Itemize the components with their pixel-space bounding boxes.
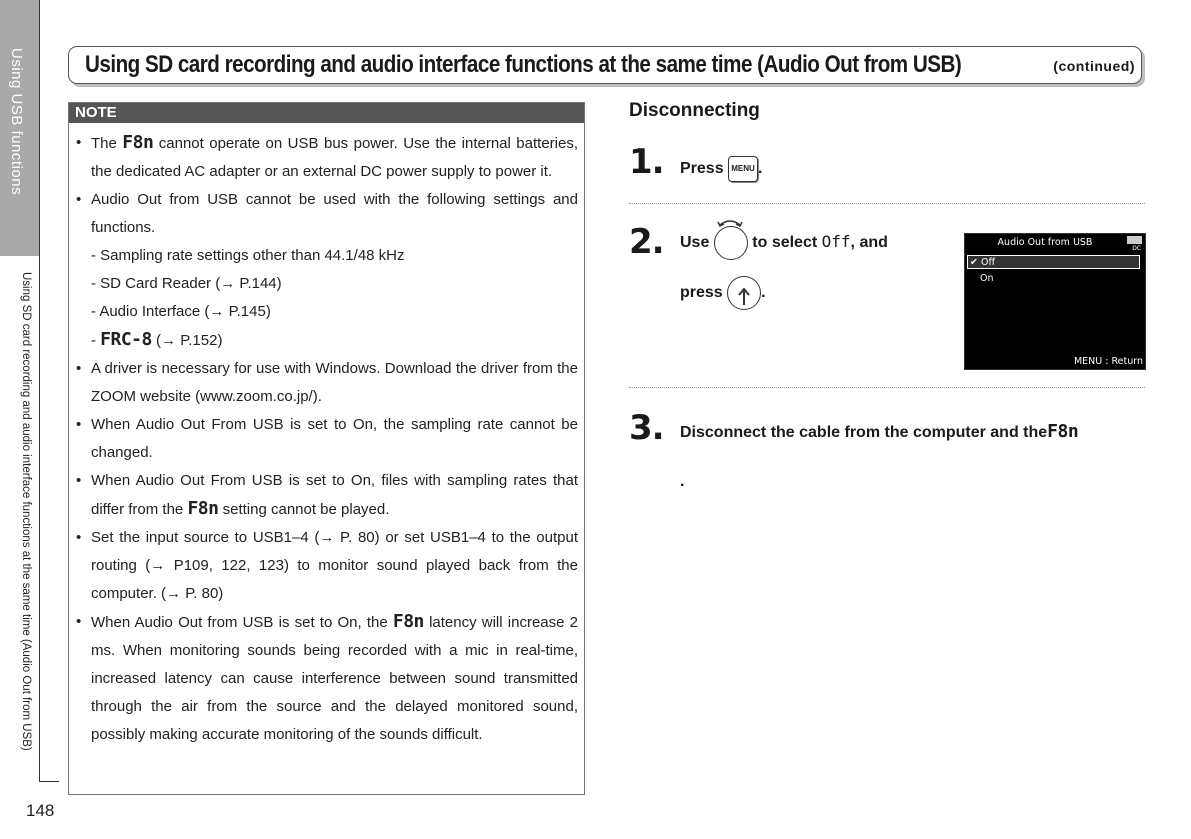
bullet: • xyxy=(76,613,82,630)
note-text: latency will increase 2 ms. When monitoring sounds being recorded with a mic in real-time, increased latency can cause interference between sound transmitted through the air from the source and the delayed monitored sound, possibly making accurate monitoring of the sounds difficult. xyxy=(91,614,578,743)
step-divider xyxy=(629,203,1145,204)
battery-icon xyxy=(1127,236,1142,244)
step-text-disconnect: Disconnect the cable from the computer and the xyxy=(680,424,1048,441)
lcd-value-off: Off xyxy=(821,232,851,252)
side-rule xyxy=(39,0,40,782)
page-title: Using SD card recording and audio interface functions at the same time (Audio Out from USB) xyxy=(85,51,962,78)
rotate-dial-icon xyxy=(714,226,748,260)
running-head: Using SD card recording and audio interface functions at the same time (Audio Out from USB) xyxy=(20,272,32,751)
note-sub-item: - SD Card Reader (→ P.144) xyxy=(91,275,282,292)
note-text: Set the input source to USB1–4 (→ P. 80) or set USB1–4 to the output routing (→ P109, 122, 123) to monitor sound played back from the computer. (→ P. 80) xyxy=(91,529,578,602)
step-2-line-2 xyxy=(680,276,766,310)
step-text-press: press xyxy=(680,284,723,302)
note-sub-item xyxy=(91,326,578,355)
note-sub-item: - Sampling rate settings other than 44.1/48 kHz xyxy=(91,247,405,264)
step-end: . xyxy=(680,473,685,490)
note-header: NOTE xyxy=(69,103,584,123)
bullet: • xyxy=(76,416,82,433)
section-heading: Disconnecting xyxy=(629,100,760,121)
section-side-tab xyxy=(0,0,39,256)
note-item xyxy=(69,411,578,467)
step-2-line-1 xyxy=(680,226,888,260)
lcd-footer: MENU : Return xyxy=(1073,356,1143,367)
note-box xyxy=(68,102,585,795)
lcd-option-off xyxy=(968,256,1139,268)
page-number: 148 xyxy=(26,801,55,820)
note-item xyxy=(69,608,578,749)
bullet: • xyxy=(76,134,82,151)
note-text: cannot operate on USB bus power. Use the internal batteries, the dedicated AC adapter or an external DC power supply to power it. xyxy=(91,135,578,180)
check-icon: ✔ xyxy=(970,257,978,268)
step-text-and: , and xyxy=(850,234,888,252)
note-item xyxy=(69,524,578,608)
note-text: When Audio Out From USB is set to On, files with sampling rates that differ from the xyxy=(91,472,578,518)
step-3-text xyxy=(680,421,1078,442)
title-bar xyxy=(68,46,1142,84)
step-text-use: Use xyxy=(680,234,710,252)
brand-f8n: F8n xyxy=(187,498,219,519)
step-divider xyxy=(629,387,1145,388)
note-sub-item: - Audio Interface (→ P.145) xyxy=(91,303,271,320)
step-number: 1. xyxy=(629,142,664,182)
note-item xyxy=(69,129,578,186)
side-tab-label: Using USB functions xyxy=(8,48,25,196)
bullet: • xyxy=(76,360,82,377)
lcd-title: Audio Out from USB xyxy=(997,237,1093,248)
note-item xyxy=(69,467,578,524)
step-text-press: Press xyxy=(680,160,724,178)
step-text-select: to select xyxy=(752,234,818,252)
note-text: setting cannot be played. xyxy=(218,501,390,518)
side-rule-foot xyxy=(39,781,59,782)
lcd-power-source: DC xyxy=(1132,245,1141,252)
bullet: • xyxy=(76,191,82,208)
menu-key-icon: MENU xyxy=(728,156,758,182)
lcd-option-selected xyxy=(967,255,1140,269)
note-text: The xyxy=(91,135,123,152)
step-end: . xyxy=(758,160,763,178)
note-text: Audio Out from USB cannot be used with the following settings and functions. xyxy=(91,191,578,236)
title-continued: (continued) xyxy=(1053,58,1135,74)
note-item xyxy=(69,186,578,355)
lcd-screen xyxy=(964,233,1146,370)
note-text: When Audio Out From USB is set to On, the sampling rate cannot be changed. xyxy=(91,416,578,461)
sub-suffix: (→ P.152) xyxy=(151,332,223,349)
note-text: A driver is necessary for use with Windows. Download the driver from the ZOOM website (www.zoom.co.jp/). xyxy=(91,360,578,405)
step-number: 3. xyxy=(629,408,664,448)
brand-f8n: F8n xyxy=(1047,421,1079,442)
brand-f8n: F8n xyxy=(122,132,154,153)
step-end: . xyxy=(761,284,766,302)
brand-frc8: FRC-8 xyxy=(100,329,152,350)
step-1-text xyxy=(680,156,763,182)
lcd-option-on: On xyxy=(980,273,994,284)
bullet: • xyxy=(76,472,82,489)
bullet: • xyxy=(76,529,82,546)
step-number: 2. xyxy=(629,222,664,262)
note-item xyxy=(69,355,578,411)
sub-prefix: - xyxy=(91,332,101,349)
note-text: When Audio Out from USB is set to On, the xyxy=(91,614,393,631)
brand-f8n: F8n xyxy=(392,611,424,632)
press-dial-icon xyxy=(727,276,761,310)
note-list xyxy=(69,123,584,749)
lcd-option-label: Off xyxy=(981,257,996,268)
